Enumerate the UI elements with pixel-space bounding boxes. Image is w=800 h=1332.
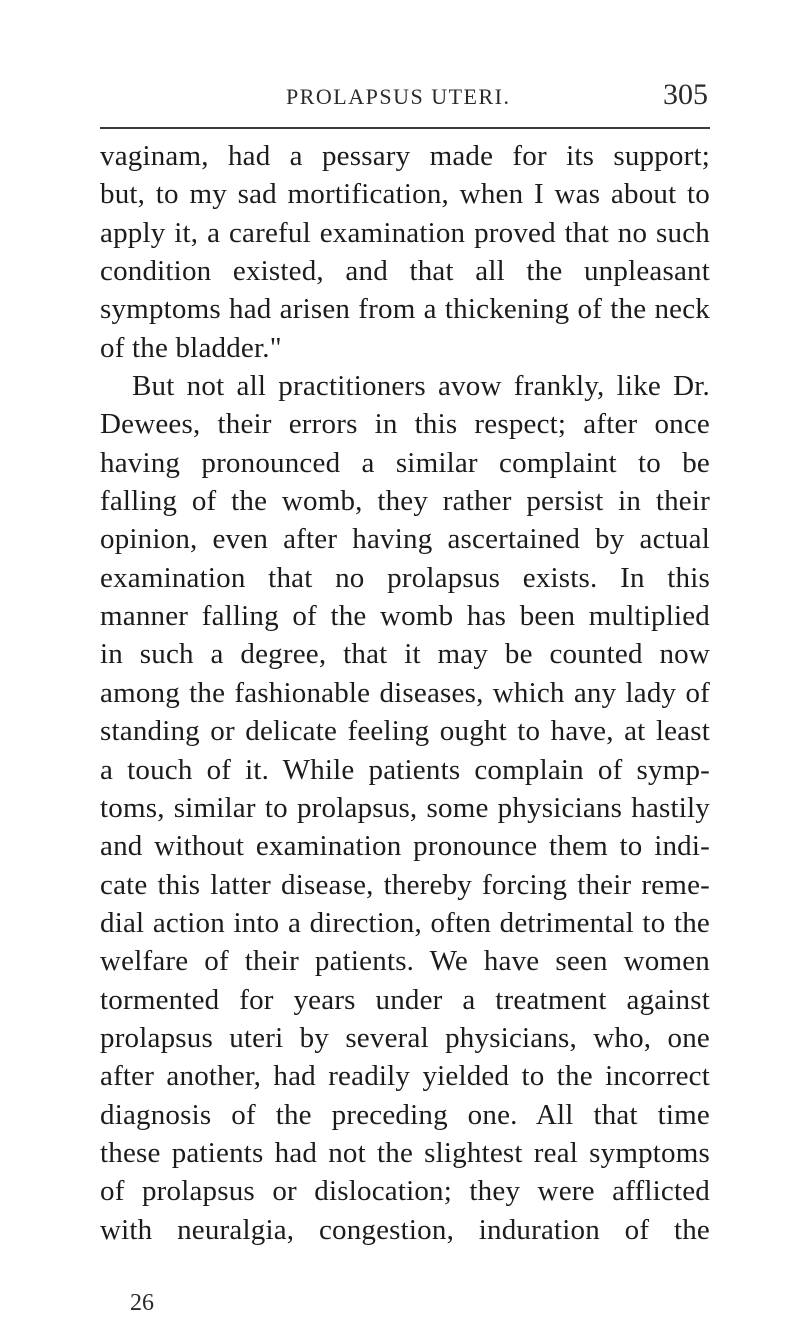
text-line: diagnosis of the preceding one. All that time xyxy=(100,1098,710,1131)
text-line: manner falling of the womb has been multiplied xyxy=(100,600,710,633)
signature-mark: 26 xyxy=(130,1290,154,1316)
text-line: examination that no prolapsus exists. In this xyxy=(100,561,710,594)
page-number: 305 xyxy=(663,78,708,111)
text-line: of prolapsus or dislocation; they were afflicted xyxy=(100,1175,710,1208)
text-line: cate this latter disease, thereby forcing their reme- xyxy=(100,868,710,901)
text-line: falling of the womb, they rather persist in their xyxy=(100,485,710,518)
paragraph-start-line: But not all practitioners avow frankly, like Dr. xyxy=(132,370,710,403)
text-line: welfare of their patients. We have seen women xyxy=(100,945,710,978)
body-text xyxy=(100,137,710,1249)
text-line: toms, similar to prolapsus, some physicians hastily xyxy=(100,791,710,824)
text-line: symptoms had arisen from a thickening of the neck xyxy=(100,293,710,326)
text-line: these patients had not the slightest real symptoms xyxy=(100,1136,710,1169)
text-line: but, to my sad mortification, when I was about to xyxy=(100,178,710,211)
text-line: of the bladder." xyxy=(100,331,282,364)
text-line: with neuralgia, congestion, induration of the xyxy=(100,1213,710,1246)
text-line: vaginam, had a pessary made for its support; xyxy=(100,140,710,172)
text-line: Dewees, their errors in this respect; after once xyxy=(100,408,710,441)
running-title: PROLAPSUS UTERI. xyxy=(286,84,511,109)
header-rule xyxy=(100,127,710,129)
text-line: tormented for years under a treatment against xyxy=(100,983,710,1016)
text-line: among the fashionable diseases, which any lady of xyxy=(100,676,710,709)
text-line: standing or delicate feeling ought to have, at least xyxy=(100,715,710,748)
text-line: in such a degree, that it may be counted now xyxy=(100,638,710,671)
text-line: having pronounced a similar complaint to be xyxy=(100,446,710,479)
running-head xyxy=(100,78,710,124)
text-line: opinion, even after having ascertained by actual xyxy=(100,523,710,556)
text-line: condition existed, and that all the unpleasant xyxy=(100,255,710,288)
text-line: apply it, a careful examination proved that no such xyxy=(100,216,710,249)
text-line: prolapsus uteri by several physicians, who, one xyxy=(100,1021,710,1054)
text-line: a touch of it. While patients complain of symp- xyxy=(100,753,710,786)
text-line: after another, had readily yielded to the incorrect xyxy=(100,1060,710,1093)
text-line: dial action into a direction, often detrimental to the xyxy=(100,906,710,939)
text-line: and without examination pronounce them to indi- xyxy=(100,830,710,863)
